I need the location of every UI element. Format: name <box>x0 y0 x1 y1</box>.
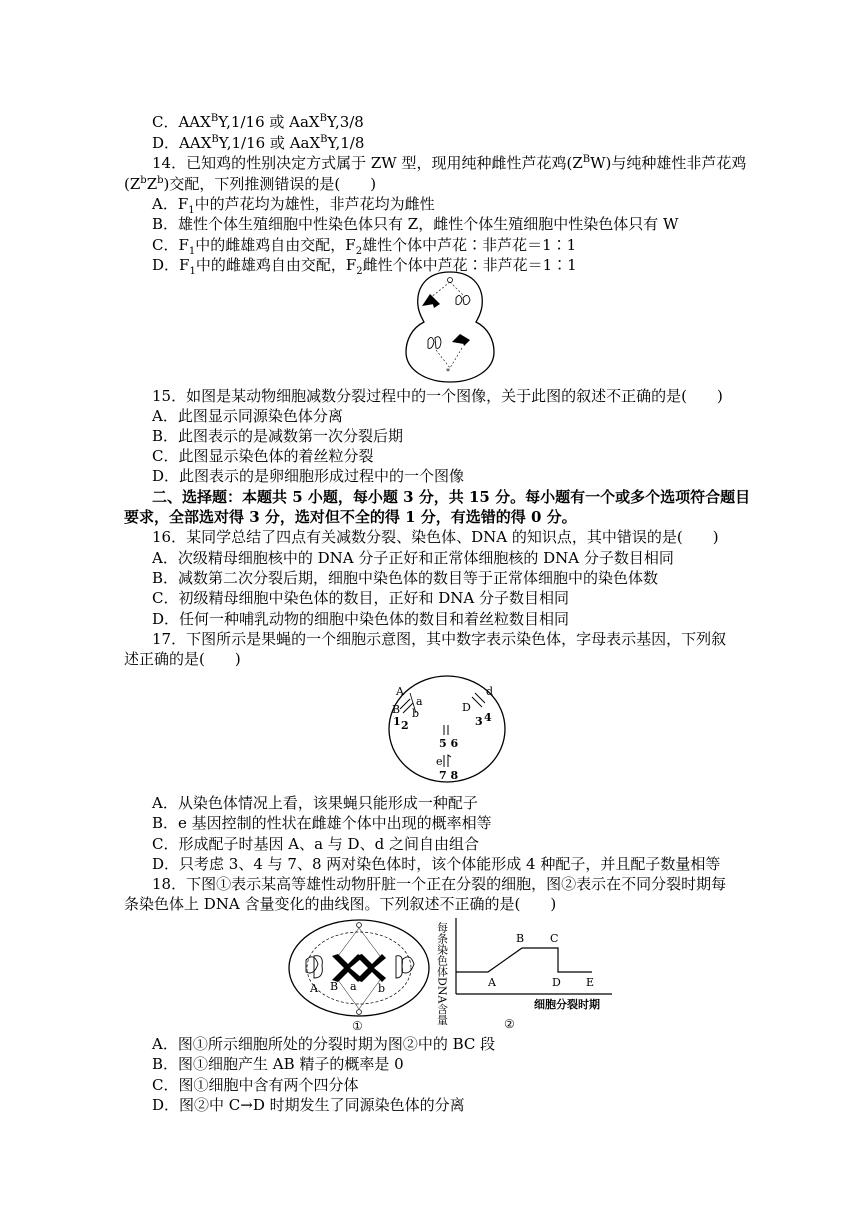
q14-option-b: B．雄性个体生殖细胞中性染色体只有 Z，雌性个体生殖细胞中性染色体只有 W <box>152 215 679 233</box>
q17-option-a: A．从染色体情况上看，该果蝇只能形成一种配子 <box>152 794 478 812</box>
fig17-label-D: D <box>462 701 471 714</box>
fig18-caption-2: ② <box>504 1017 515 1031</box>
q16-option-b: B．减数第二次分裂后期，细胞中染色体的数目等于正常体细胞中的染色体数 <box>152 569 659 587</box>
fig18-xlabel: 细胞分裂时期 <box>534 998 600 1011</box>
q17-option-d: D．只考虑 3、4 与 7、8 两对染色体时，该个体能形成 4 种配子，并且配子数量相等 <box>152 855 721 873</box>
fig18-point-B: B <box>516 932 525 945</box>
q15-option-a: A．此图显示同源染色体分离 <box>152 407 343 425</box>
q15-stem: 15．如图是某动物细胞减数分裂过程中的一个图像，关于此图的叙述不正确的是( ) <box>152 387 723 405</box>
fig18-label-A: A <box>310 982 318 995</box>
fig18-point-E: E <box>586 976 595 989</box>
fig17-label-a: a <box>416 695 423 708</box>
fig17-label-56: 5 6 <box>439 737 459 750</box>
fig18-ylabel: 每条染色体DNA含量 <box>436 922 449 1026</box>
fig18-point-A: A <box>488 976 496 989</box>
fig17-label-B: B <box>392 703 401 716</box>
fig18-point-C: C <box>550 932 559 945</box>
q15-cell-figure <box>400 268 500 384</box>
section2-heading-line1: 二、选择题：本题共 5 小题，每小题 3 分，共 15 分。每小题有一个或多个选项符合题目 <box>152 488 751 506</box>
q13-option-d: D．$AAX^BY,1/16$ 或 AaX$^B$Y,1/8 <box>152 134 365 152</box>
q16-option-d: D．任何一种哺乳动物的细胞中染色体的数目和着丝粒数目相同 <box>152 610 570 628</box>
q18-stem-line2: 条染色体上 DNA 含量变化的曲线图。下列叙述不正确的是( ) <box>124 895 557 913</box>
q14-stem-line2: $(Z^bZ^b)$交配，下列推测错误的是( ) <box>124 175 377 193</box>
q15-option-d: D．此图表示的是卵细胞形成过程中的一个图像 <box>152 467 465 485</box>
fig17-label-4: 4 <box>484 711 492 724</box>
svg-text:*: * <box>446 367 450 376</box>
q13-option-c: C．$AAX^BY,1/16$ 或 AaX$^B$Y,3/8 <box>152 113 364 131</box>
fig18-caption-1: ① <box>352 1019 363 1033</box>
fig17-label-1: 1 <box>393 715 401 728</box>
q17-stem-line1: 17．下图所示是果蝇的一个细胞示意图，其中数字表示染色体，字母表示基因，下列叙 <box>152 630 727 648</box>
fig17-label-2: 2 <box>401 719 409 732</box>
fig17-label-78: 7 8 <box>439 769 459 782</box>
fig17-label-3: 3 <box>475 715 483 728</box>
fig18-label-B: B <box>330 980 339 993</box>
fig17-label-d: d <box>486 685 494 698</box>
q17-stem-line2: 述正确的是( ) <box>124 650 241 668</box>
q18-option-d: D．图②中 C→D 时期发生了同源染色体的分离 <box>152 1096 465 1114</box>
q16-option-a: A．次级精母细胞核中的 DNA 分子正好和正常体细胞核的 DNA 分子数目相同 <box>152 549 674 567</box>
q15-option-c: C．此图显示染色体的着丝粒分裂 <box>152 447 374 465</box>
q18-option-a: A．图①所示细胞所处的分裂时期为图②中的 BC 段 <box>152 1035 496 1053</box>
q17-option-c: C．形成配子时基因 A、a 与 D、d 之间自由组合 <box>152 835 479 853</box>
q14-stem-line1: 14．已知鸡的性别决定方式属于 ZW 型，现用纯种雌性芦花鸡$(Z^BW)$与纯种雄性非芦花鸡 <box>152 154 747 172</box>
q16-stem: 16．某同学总结了四点有关减数分裂、染色体、DNA 的知识点，其中错误的是( ) <box>152 528 719 546</box>
q18-option-c: C．图①细胞中含有两个四分体 <box>152 1076 359 1094</box>
q15-option-b: B．此图表示的是减数第一次分裂后期 <box>152 427 404 445</box>
q16-option-c: C．初级精母细胞中染色体的数目，正好和 DNA 分子数目相同 <box>152 589 569 607</box>
fig18-point-D: D <box>552 976 561 989</box>
fig17-label-A: A <box>396 685 404 698</box>
fig17-label-b: b <box>412 707 420 720</box>
q18-option-b: B．图①细胞产生 AB 精子的概率是 0 <box>152 1055 404 1073</box>
q14-option-c: C．$F_1$中的雌雄鸡自由交配，$F_2$雄性个体中芦花∶非芦花＝1∶1 <box>152 236 577 257</box>
q18-stem-line1: 18．下图①表示某高等雄性动物肝脏一个正在分裂的细胞，图②表示在不同分裂时期每 <box>152 875 727 893</box>
fig18-label-a: a <box>350 980 357 993</box>
q17-option-b: B．e 基因控制的性状在雌雄个体中出现的概率相等 <box>152 814 492 832</box>
q18-figure-1-cell <box>286 916 432 1034</box>
fig18-label-b: b <box>378 982 386 995</box>
fig17-label-e: e <box>436 755 443 768</box>
q18-figure-2-chart <box>436 910 622 1034</box>
q14-option-d: D．$F_1$中的雌雄鸡自由交配，$F_2$雌性个体中芦花∶非芦花＝1∶1 <box>152 256 577 277</box>
q14-option-a: A．$F_1$中的芦花均为雄性，非芦花均为雌性 <box>152 195 435 216</box>
section2-heading-line2: 要求，全部选对得 3 分，选对但不全的得 1 分，有选错的得 0 分。 <box>124 508 577 526</box>
q17-cell-figure <box>386 673 508 785</box>
